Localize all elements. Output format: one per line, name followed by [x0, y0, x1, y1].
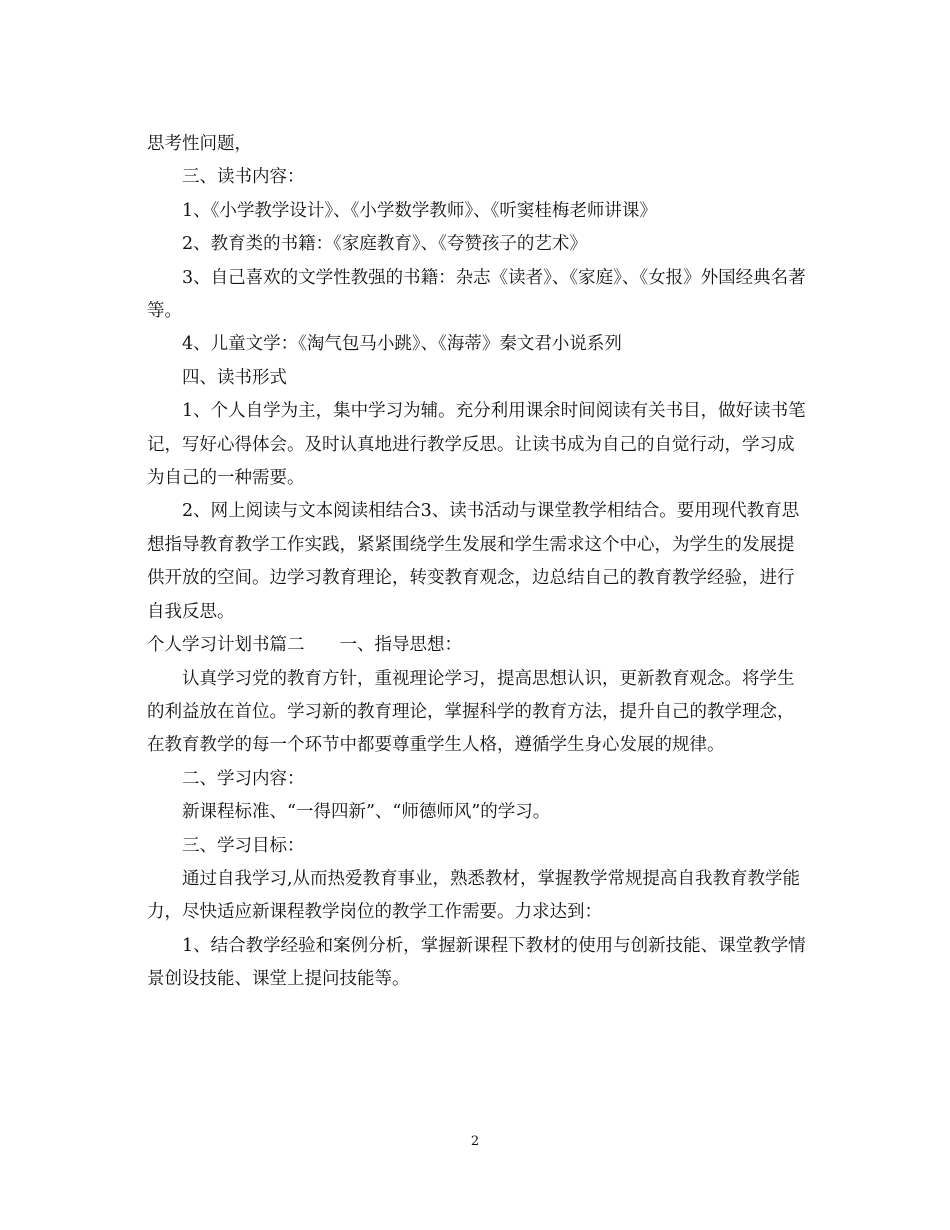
- list-item: 1、结合教学经验和案例分析，掌握新课程下教材的使用与创新技能、课堂教学情景创设技能、课堂上提问技能等。: [147, 935, 806, 990]
- list-item: 4、儿童文学：《淘气包马小跳》、《海蒂》秦文君小说系列: [182, 334, 622, 355]
- section-title: 个人学习计划书篇二 一、指导思想：: [147, 635, 462, 656]
- paragraph: 通过自我学习,从而热爱教育事业，熟悉教材，掌握教学常规提高自我教育教学能力，尽快适应新课程教学岗位的教学工作需要。力求达到：: [147, 868, 801, 923]
- section-heading: 三、学习目标：: [182, 835, 305, 856]
- paragraph: 新课程标准、“一得四新”、“师德师风”的学习。: [182, 802, 551, 823]
- paragraph: 认真学习党的教育方针，重视理论学习，提高思想认识，更新教育观念。将学生的利益放在首位。学习新的教育理论，掌握科学的教育方法，提升自己的教学理念，在教育教学的每一个环节中都要尊重学生人格，遵循学生身心发展的规律。: [147, 668, 795, 756]
- list-item: 2、教育类的书籍：《家庭教育》、《夸赞孩子的艺术》: [182, 234, 587, 255]
- list-item: 3、自己喜欢的文学性教强的书籍：杂志《读者》、《家庭》、《女报》外国经典名著等。: [147, 267, 806, 322]
- page-number: 2: [470, 1134, 480, 1149]
- document-body: [147, 128, 807, 997]
- list-item: 2、网上阅读与文本阅读相结合3、读书活动与课堂教学相结合。要用现代教育思想指导教育教学工作实践，紧紧围绕学生发展和学生需求这个中心，为学生的发展提供开放的空间。边学习教育理论，转变教育观念，边总结自己的教育教学经验，进行自我反思。: [147, 501, 800, 622]
- section-heading: 四、读书形式: [182, 367, 287, 388]
- list-item: 1、个人自学为主，集中学习为辅。充分利用课余时间阅读有关书目，做好读书笔记，写好心得体会。及时认真地进行教学反思。让读书成为自己的自觉行动，学习成为自己的一种需要。: [147, 401, 806, 489]
- section-heading: 二、学习内容：: [182, 768, 305, 789]
- list-item: 1、《小学教学设计》、《小学数学教师》、《听窦桂梅老师讲课》: [182, 200, 657, 221]
- section-heading: 三、读书内容：: [182, 167, 305, 188]
- paragraph: 思考性问题，: [147, 134, 252, 154]
